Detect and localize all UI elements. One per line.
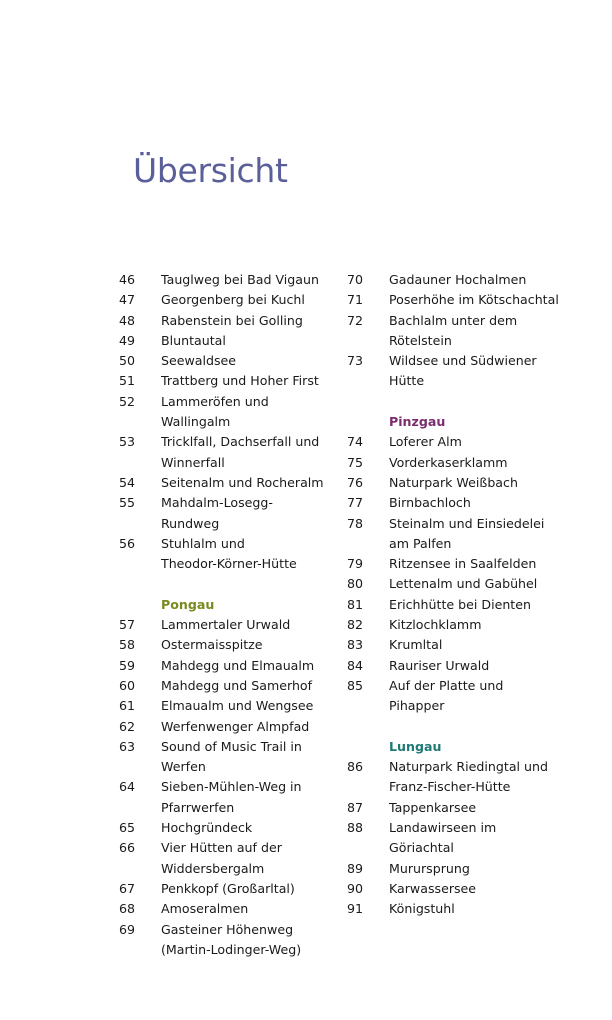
list-item-continuation: [347, 371, 597, 391]
route-number: 54: [119, 474, 136, 490]
route-number: 81: [347, 596, 364, 612]
route-title: Poserhöhe im Kötschachtal: [389, 292, 559, 308]
left-column: [119, 270, 339, 960]
list-item: [347, 676, 597, 696]
route-title: Gasteiner Höhenweg: [161, 921, 294, 937]
route-title: Werfenwenger Almpfad: [161, 718, 310, 734]
route-number: 59: [119, 657, 136, 673]
list-item-continuation: [119, 757, 339, 777]
list-item-continuation: [347, 696, 597, 716]
route-title: Pihapper: [389, 698, 445, 714]
list-item: [347, 574, 597, 594]
section-heading-lungau: [347, 737, 597, 757]
route-title: Vorderkaserklamm: [389, 454, 508, 470]
route-title: Göriachtal: [389, 840, 454, 856]
list-item: [119, 737, 339, 757]
route-number: [347, 534, 389, 554]
route-number: 47: [119, 292, 136, 308]
list-item-continuation: [119, 453, 339, 473]
route-number: 51: [119, 373, 136, 389]
list-item-continuation: [119, 798, 339, 818]
route-title: Amoseralmen: [161, 901, 249, 917]
list-item: [347, 859, 597, 879]
route-title: Elmaualm und Wengsee: [161, 698, 314, 714]
route-title: Bachlalm unter dem: [389, 312, 518, 328]
route-title: Lammertaler Urwald: [161, 617, 291, 633]
route-title: Tricklfall, Dachserfall und: [161, 434, 320, 450]
list-item: [119, 290, 339, 310]
route-number: 76: [347, 474, 364, 490]
route-title: Georgenberg bei Kuchl: [161, 292, 305, 308]
list-item: [347, 757, 597, 777]
list-item: [119, 656, 339, 676]
route-number: [347, 777, 389, 797]
route-title: Franz-Fischer-Hütte: [389, 779, 511, 795]
route-number: 63: [119, 738, 136, 754]
list-item: [119, 331, 339, 351]
route-number: 56: [119, 535, 136, 551]
route-title: Mahdalm-Losegg-: [161, 495, 273, 511]
route-number: 67: [119, 880, 136, 896]
route-number: 86: [347, 759, 364, 775]
heading-indent: [119, 595, 161, 615]
list-item: [347, 656, 597, 676]
section-gap: [347, 717, 597, 737]
list-item: [119, 351, 339, 371]
route-title: Sieben-Mühlen-Weg in: [161, 779, 302, 795]
route-title: Mahdegg und Samerhof: [161, 677, 313, 693]
route-number: [119, 859, 161, 879]
list-item: [347, 493, 597, 513]
route-number: 52: [119, 393, 136, 409]
route-number: 75: [347, 454, 364, 470]
list-item: [119, 920, 339, 940]
route-number: 48: [119, 312, 136, 328]
route-title: Kitzlochklamm: [389, 617, 482, 633]
route-number: 77: [347, 495, 364, 511]
route-title: Vier Hütten auf der: [161, 840, 282, 856]
route-title: Ritzensee in Saalfelden: [389, 556, 537, 572]
list-item: [347, 432, 597, 452]
list-group-flachgau-tennengau: [119, 270, 339, 574]
list-item-continuation: [119, 859, 339, 879]
list-item: [119, 270, 339, 290]
route-title: Lammeröfen und: [161, 393, 269, 409]
list-item-continuation: [347, 331, 597, 351]
route-number: [119, 453, 161, 473]
list-item: [347, 615, 597, 635]
route-title: Gadauner Hochalmen: [389, 272, 527, 287]
list-group-pongau: [119, 615, 339, 960]
route-number: 46: [119, 272, 136, 287]
list-item: [119, 635, 339, 655]
route-title: Murursprung: [389, 860, 470, 876]
route-number: 50: [119, 353, 136, 369]
route-number: [347, 838, 389, 858]
list-item: [119, 432, 339, 452]
route-title: Winnerfall: [161, 454, 225, 470]
route-number: 58: [119, 637, 136, 653]
route-title: Auf der Platte und: [389, 677, 504, 693]
route-title: Hütte: [389, 373, 425, 389]
route-title: Hochgründeck: [161, 820, 253, 836]
section-heading-pinzgau: [347, 412, 597, 432]
list-item: [119, 818, 339, 838]
route-title: Mahdegg und Elmaualm: [161, 657, 315, 673]
route-number: 91: [347, 901, 364, 917]
route-number: 89: [347, 860, 364, 876]
list-item-continuation: [347, 838, 597, 858]
section-label-pongau: Pongau: [161, 596, 215, 612]
route-title: am Palfen: [389, 535, 452, 551]
route-number: [347, 371, 389, 391]
route-title: Naturpark Weißbach: [389, 474, 518, 490]
route-number: 84: [347, 657, 364, 673]
list-item: [119, 777, 339, 797]
list-item: [119, 717, 339, 737]
section-gap: [347, 392, 597, 412]
route-number: [119, 514, 161, 534]
list-item: [119, 473, 339, 493]
route-number: [347, 331, 389, 351]
list-item: [347, 270, 597, 290]
route-title: Steinalm und Einsiedelei: [389, 515, 545, 531]
list-group-lungau: [347, 757, 597, 919]
route-number: [119, 940, 161, 960]
route-title: Tauglweg bei Bad Vigaun: [161, 272, 319, 287]
route-number: 71: [347, 292, 364, 308]
route-title: Krumltal: [389, 637, 443, 653]
list-group-pongau-cont: [347, 270, 597, 392]
route-title: Bluntautal: [161, 332, 226, 348]
route-number: 61: [119, 698, 136, 714]
route-title: Widdersbergalm: [161, 860, 265, 876]
route-number: 87: [347, 799, 364, 815]
list-item: [119, 534, 339, 554]
list-item-continuation: [119, 412, 339, 432]
list-item: [347, 899, 597, 919]
list-item-continuation: [347, 777, 597, 797]
route-title: Wildsee und Südwiener: [389, 353, 537, 369]
route-title: Pfarrwerfen: [161, 799, 235, 815]
list-item: [347, 818, 597, 838]
route-title: (Martin-Lodinger-Weg): [161, 941, 302, 957]
route-number: 74: [347, 434, 364, 450]
heading-indent: [347, 737, 389, 757]
list-item-continuation: [119, 940, 339, 960]
route-number: 78: [347, 515, 364, 531]
list-item: [119, 615, 339, 635]
route-number: [119, 412, 161, 432]
page-title: Übersicht: [133, 151, 288, 190]
route-number: 65: [119, 820, 136, 836]
list-item: [347, 635, 597, 655]
route-title: Landawirseen im: [389, 820, 497, 836]
list-item: [119, 879, 339, 899]
right-column: [347, 270, 597, 920]
section-gap: [119, 574, 339, 594]
route-title: Erichhütte bei Dienten: [389, 596, 531, 612]
route-number: [119, 798, 161, 818]
route-title: Sound of Music Trail in: [161, 738, 302, 754]
list-item: [119, 899, 339, 919]
route-number: 85: [347, 677, 364, 693]
route-number: 62: [119, 718, 136, 734]
route-title: Birnbachloch: [389, 495, 471, 511]
route-title: Seitenalm und Rocheralm: [161, 474, 324, 490]
list-item: [119, 392, 339, 412]
route-number: [347, 696, 389, 716]
route-title: Trattberg und Hoher First: [161, 373, 319, 389]
route-number: 49: [119, 332, 136, 348]
route-number: 53: [119, 434, 136, 450]
route-title: Rabenstein bei Golling: [161, 312, 303, 328]
list-item: [347, 879, 597, 899]
route-title: Werfen: [161, 759, 206, 775]
list-group-pinzgau: [347, 432, 597, 716]
list-item: [119, 838, 339, 858]
list-item: [119, 676, 339, 696]
list-item: [119, 371, 339, 391]
route-number: 79: [347, 556, 364, 572]
list-item: [347, 351, 597, 371]
route-number: [119, 554, 161, 574]
route-title: Rötelstein: [389, 332, 452, 348]
route-number: 90: [347, 880, 364, 896]
route-number: 70: [347, 272, 364, 287]
list-item: [347, 453, 597, 473]
list-item: [119, 493, 339, 513]
list-item-continuation: [119, 514, 339, 534]
list-item: [347, 595, 597, 615]
heading-indent: [347, 412, 389, 432]
route-number: 55: [119, 495, 136, 511]
section-label-pinzgau: Pinzgau: [389, 414, 446, 430]
list-item: [119, 696, 339, 716]
route-number: 68: [119, 901, 136, 917]
route-number: 82: [347, 617, 364, 633]
route-title: Rauriser Urwald: [389, 657, 490, 673]
list-item: [347, 311, 597, 331]
list-item: [347, 798, 597, 818]
route-number: 72: [347, 312, 364, 328]
route-title: Loferer Alm: [389, 434, 462, 450]
route-number: 60: [119, 677, 136, 693]
section-label-lungau: Lungau: [389, 738, 442, 754]
list-item-continuation: [119, 554, 339, 574]
list-item: [119, 311, 339, 331]
list-item: [347, 290, 597, 310]
route-title: Lettenalm und Gabühel: [389, 576, 538, 592]
route-title: Königstuhl: [389, 901, 455, 917]
route-title: Seewaldsee: [161, 353, 237, 369]
list-item: [347, 514, 597, 534]
route-title: Tappenkarsee: [389, 799, 477, 815]
list-item-continuation: [347, 534, 597, 554]
route-number: 88: [347, 820, 364, 836]
route-number: 57: [119, 617, 136, 633]
route-number: 73: [347, 353, 364, 369]
list-item: [347, 554, 597, 574]
route-number: 69: [119, 921, 136, 937]
list-item: [347, 473, 597, 493]
route-number: 66: [119, 840, 136, 856]
route-title: Penkkopf (Großarltal): [161, 880, 295, 896]
route-title: Wallingalm: [161, 414, 231, 430]
route-title: Karwassersee: [389, 880, 477, 896]
route-number: 80: [347, 576, 364, 592]
section-heading-pongau: [119, 595, 339, 615]
route-number: [119, 757, 161, 777]
route-title: Stuhlalm und: [161, 535, 245, 551]
route-title: Theodor-Körner-Hütte: [161, 556, 297, 572]
route-title: Naturpark Riedingtal und: [389, 759, 549, 775]
route-title: Rundweg: [161, 515, 220, 531]
route-number: 64: [119, 779, 136, 795]
route-number: 83: [347, 637, 364, 653]
route-title: Ostermaisspitze: [161, 637, 263, 653]
